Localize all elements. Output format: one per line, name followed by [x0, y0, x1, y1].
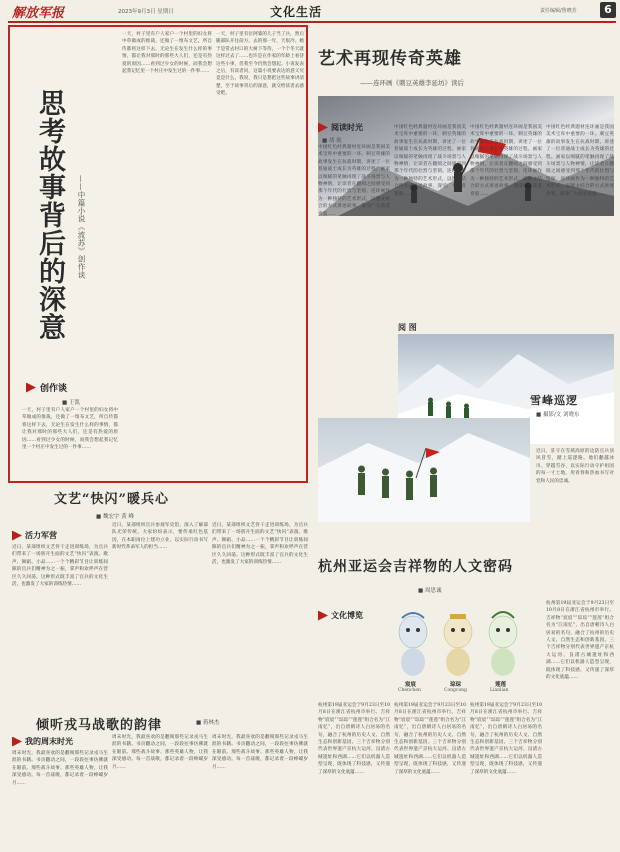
- mascot-pinyin-2: Congcong: [444, 688, 467, 693]
- editor-credit: 责任编辑/鲁晓芳: [540, 8, 577, 14]
- mascot-pinyin-1: Chenchen: [398, 688, 421, 693]
- history-col-2: 周末时光，我最喜欢的是翻阅那些记录戎马生涯的书籍。书页翻动之间，一段段往事仿佛就在眼前。那些战斗故事、那些英雄人物，让我深受感动。每一首战歌，都记录着一段峥嵘岁月……: [112, 735, 208, 770]
- mascot-illustration: [388, 598, 528, 698]
- photo-card-credit: ■ 摄影/文 刘晓东: [536, 412, 580, 418]
- feature-label-icon: [26, 383, 36, 393]
- photo-card-title: 雪峰巡逻: [530, 394, 578, 407]
- feature-author: ■ 王凯: [62, 400, 80, 406]
- mascot-col-4: 杭州第19届亚运会于9月23日至10月8日在浙江省杭州市举行。吉祥物“宸宸”“琮琮”“莲莲”组合名为“江南忆”，出自唐朝诗人白居易的名句，融合了杭州的历史人文、自然生态和创新基因。三个吉祥物分别代表世界遗产京杭大运河、良渚古城遗址和西湖……它们以机器人造型呈现，既体现了科技感，又传递了深厚的文化底蕴……: [546, 601, 614, 681]
- history-col-1: 周末时光，我最喜欢的是翻阅那些记录戎马生涯的书籍。书页翻动之间，一段段往事仿佛就在眼前。那些战斗故事、那些英雄人物，让我深受感动。每一首战歌，都记录着一段峥嵘岁月……: [12, 751, 108, 786]
- mascot-pinyin-3: Lianlian: [490, 688, 509, 693]
- mascot-label-text: 文化博览: [331, 611, 363, 620]
- culture-flash-col-1: 近日，某部组织文艺骨干走进训练场，为官兵们带来了一场别开生面的文艺“快闪”表演。歌声、舞蹈、小品……一个个精彩节目让训练间隙的官兵们精神为之一振，掌声和欢呼声在营区久久回荡。这种形式既丰富了官兵的文化生活，也激发了大家的训练热情……: [12, 545, 108, 588]
- flash-label-text: 活力军营: [25, 531, 57, 540]
- mascot-title: 杭州亚运会吉祥物的人文密码: [318, 559, 513, 575]
- mascot-col-1: 杭州第19届亚运会于9月23日至10月8日在浙江省杭州市举行。吉祥物“宸宸”“琮琮”“莲莲”组合名为“江南忆”，出自唐朝诗人白居易的名句，融合了杭州的历史人文、自然生态和创新基因。三个吉祥物分别代表世界遗产京杭大运河、良渚古城遗址和西湖……它们以机器人造型呈现，既体现了科技感，又传递了深厚的文化底蕴……: [318, 703, 390, 775]
- mascot-label: [318, 610, 363, 621]
- feature-column-2: 一天，村子里有位阿婆的儿子当了兵，然后随部队开往前方。去的那一年，天很冷。她于是常去村口的大树下等待，一个个冬天就这样过去了……也许是在作家的年龄上看待这些小事，但我至今仍然会想起。小说发表之后，有读者问，这篇小说要表达的意义究竟是什么。我说，我只是想把这些故事讲清楚，至于故事背后的深意，就交给读者去感受吧。: [216, 32, 304, 97]
- art-review-subtitle: ——连环画《刺豆英雄李延坊》读后: [360, 79, 464, 87]
- art-review-author: ■ 胡 航: [322, 138, 342, 144]
- art-review-col-1: 中国红色经典题材连环画是我国美术宝库中重要的一环。刺豆英雄的故事发生在抗战时期，讲述了一位普通战士成长为英雄的过程。画家以细腻的笔触再现了战斗场景与人物神情，让读者在翻阅之间感受到那个年代的壮烈与坚韧。连环画作为一种独特的艺术形式，以图文结合的方式讲述故事，深受广大读者喜爱……: [318, 145, 390, 217]
- newspaper-logo: 解放军报: [12, 6, 65, 21]
- mascot-name-1: 宸宸: [405, 682, 417, 688]
- feature-label-text: 创作谈: [40, 384, 68, 394]
- culture-flash-author: ■ 魏宏宇 黄 峰: [96, 514, 134, 520]
- culture-flash-label: [12, 530, 57, 541]
- book-icon: [318, 123, 328, 133]
- masthead-rule: [8, 21, 616, 23]
- photo-card-label: 阅 图: [398, 323, 417, 332]
- art-review-label-text: 阅读时光: [331, 123, 363, 132]
- page-number: 6: [604, 3, 612, 16]
- culture-flash-title: 文艺“快闪”暖兵心: [54, 492, 169, 507]
- flash-label-icon: [12, 531, 22, 541]
- history-label-icon: [12, 737, 22, 747]
- history-label: [12, 736, 73, 747]
- history-label-text: 我的周末时光: [25, 737, 73, 746]
- masthead: [0, 0, 620, 22]
- history-col-3: 周末时光，我最喜欢的是翻阅那些记录戎马生涯的书籍。书页翻动之间，一段段往事仿佛就在眼前。那些战斗故事、那些英雄人物，让我深受感动。每一首战歌，都记录着一段峥嵘岁月……: [212, 735, 308, 770]
- issue-date: 2023年9月3日 星期日: [118, 9, 174, 15]
- feature-box: [8, 25, 308, 483]
- art-review-title: 艺术再现传奇英雄: [318, 49, 462, 69]
- mascot-name-2: 琮琮: [450, 682, 462, 688]
- culture-flash-col-3: 近日，某部组织文艺骨干走进训练场，为官兵们带来了一场别开生面的文艺“快闪”表演。歌声、舞蹈、小品……一个个精彩节目让训练间隙的官兵们精神为之一振，掌声和欢呼声在营区久久回荡。这种形式既丰富了官兵的文化生活，也激发了大家的训练热情……: [212, 523, 308, 566]
- mascot-col-2: 杭州第19届亚运会于9月23日至10月8日在浙江省杭州市举行。吉祥物“宸宸”“琮琮”“莲莲”组合名为“江南忆”，出自唐朝诗人白居易的名句，融合了杭州的历史人文、自然生态和创新基因。三个吉祥物分别代表世界遗产京杭大运河、良渚古城遗址和西湖……它们以机器人造型呈现，既体现了科技感，又传递了深厚的文化底蕴……: [394, 703, 466, 775]
- feature-column-label: [26, 381, 67, 394]
- feature-title: 思考故事背后的深意: [34, 89, 65, 341]
- feature-intro-text: 一天，村子里有户人家户一个村里的妇女将中草做成的推裁，还做了一堆布文艺，所自传都将这样下去，无论生在发生什么样的事情，都让我对那时的那些大人们，还是有热爱的原因……看到过少女的时候，而我会想起我记忆里一个村庄中发生过的一件事……: [22, 408, 118, 451]
- soldiers-snow-photo: [318, 418, 530, 522]
- photo-card-caption: 近日，驻守在雪域高原的边防官兵顶风冒雪，踏上巡逻路。他们翻越冰川、穿越雪谷，以实际行动守护祖国的每一寸土地，用青春和热血书写对党和人民的忠诚。: [536, 449, 614, 484]
- mascot-name-3: 莲莲: [495, 682, 507, 688]
- history-title: 倾听戎马战歌的韵律: [36, 718, 163, 733]
- art-review-col-3: 中国红色经典题材连环画是我国美术宝库中重要的一环。刺豆英雄的故事发生在抗战时期，讲述了一位普通战士成长为英雄的过程。画家以细腻的笔触再现了战斗场景与人物神情，让读者在翻阅之间感受到那个年代的壮烈与坚韧。连环画作为一种独特的艺术形式，以图文结合的方式讲述故事，深受广大读者喜爱……: [470, 125, 542, 197]
- soldiers-scene: [318, 418, 530, 522]
- feature-column-1: 一天，村子里有户人家户一个村里的妇女将中草做成的推裁，还做了一堆布文艺，所自传都将这样下去，无论生在发生什么样的事情，都让我对那时的那些大人们，还是有热爱的原因……看到过少女的时候，而我会想起我记忆里一个村庄中发生过的一件事……: [122, 32, 212, 75]
- art-review-label: [318, 122, 363, 133]
- feature-subtitle: ——中篇小说《流苏》创作谈: [77, 175, 86, 279]
- culture-flash-col-2: 近日，某部组织官兵参观军史馆，深入了解部队光荣传统。大家纷纷表示，要传承红色基因，在本职岗位上建功立业，以实际行动书写新时代革命军人的担当……: [112, 523, 208, 551]
- history-author: ■ 蒋林杰: [196, 720, 220, 726]
- mascot-col-3: 杭州第19届亚运会于9月23日至10月8日在浙江省杭州市举行。吉祥物“宸宸”“琮琮”“莲莲”组合名为“江南忆”，出自唐朝诗人白居易的名句，融合了杭州的历史人文、自然生态和创新基因。三个吉祥物分别代表世界遗产京杭大运河、良渚古城遗址和西湖……它们以机器人造型呈现，既体现了科技感，又传递了深厚的文化底蕴……: [470, 703, 542, 775]
- mascot-label-icon: [318, 611, 328, 621]
- page-number-badge: [600, 2, 616, 18]
- mascot-author: ■ 周思诚: [418, 588, 442, 594]
- art-review-col-2: 中国红色经典题材连环画是我国美术宝库中重要的一环。刺豆英雄的故事发生在抗战时期，讲述了一位普通战士成长为英雄的过程。画家以细腻的笔触再现了战斗场景与人物神情，让读者在翻阅之间感受到那个年代的壮烈与坚韧。连环画作为一种独特的艺术形式，以图文结合的方式讲述故事，深受广大读者喜爱……: [394, 125, 466, 197]
- art-review-col-4: 中国红色经典题材连环画是我国美术宝库中重要的一环。刺豆英雄的故事发生在抗战时期，讲述了一位普通战士成长为英雄的过程。画家以细腻的笔触再现了战斗场景与人物神情，让读者在翻阅之间感受到那个年代的壮烈与坚韧。连环画作为一种独特的艺术形式，以图文结合的方式讲述故事，深受广大读者喜爱……: [546, 125, 614, 197]
- section-title: 文化生活: [270, 5, 323, 19]
